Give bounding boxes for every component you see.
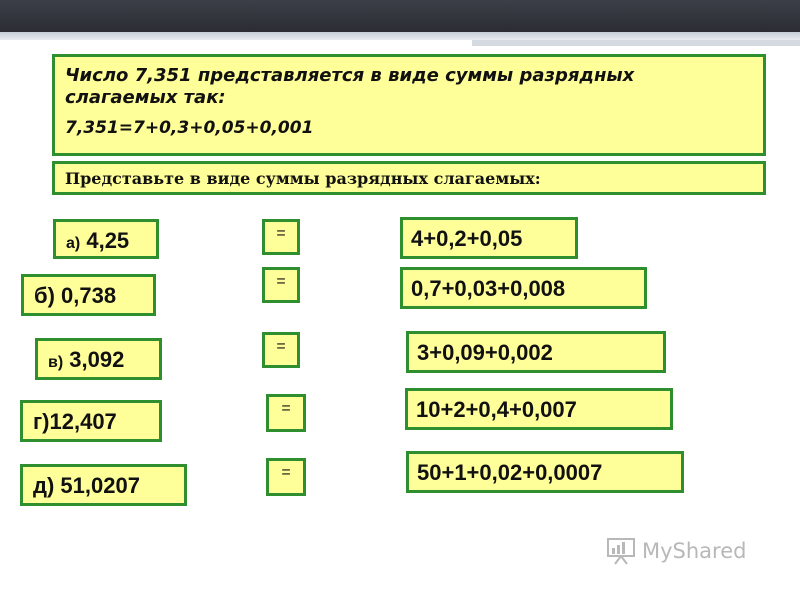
presentation-icon [606, 536, 636, 566]
problem-d-number [20, 400, 162, 442]
problem-letter: г) [33, 409, 50, 434]
problem-b-equals: = [262, 267, 300, 303]
problem-c-equals: = [262, 332, 300, 368]
problem-d-answer: 10+2+0,4+0,007 [405, 388, 673, 430]
problem-value: 12,407 [49, 409, 117, 434]
problem-letter: б) [34, 283, 55, 308]
problem-e-answer: 50+1+0,02+0,0007 [406, 451, 684, 493]
problem-e-equals: = [266, 458, 306, 496]
task-box: Представьте в виде суммы разрядных слагаемых: [52, 161, 766, 195]
intro-box [52, 54, 766, 156]
problem-letter: в) [48, 354, 64, 371]
problem-c-answer: 3+0,09+0,002 [406, 331, 666, 373]
problem-a-answer: 4+0,2+0,05 [400, 217, 578, 259]
problem-letter: д) [33, 473, 55, 498]
problem-b-answer: 0,7+0,03+0,008 [400, 267, 647, 309]
problem-a-equals: = [262, 219, 300, 255]
problem-b-number [21, 274, 156, 316]
watermark-text: MyShared [642, 539, 747, 563]
decorative-rule [472, 40, 800, 46]
title-bar-accent [0, 32, 800, 40]
intro-line-1: Число 7,351 представляется в виде суммы разрядных [65, 65, 635, 86]
problem-value: 0,738 [54, 283, 117, 308]
intro-formula: 7,351=7+0,3+0,05+0,001 [65, 118, 314, 138]
watermark [606, 536, 746, 566]
problem-e-number [20, 464, 187, 506]
problem-value: 3,092 [63, 347, 125, 372]
title-bar [0, 0, 800, 32]
problem-d-equals: = [266, 394, 306, 432]
problem-a-number [53, 219, 159, 259]
problem-letter: а) [66, 235, 81, 252]
problem-value: 4,25 [80, 228, 130, 253]
problem-value: 51,0207 [54, 473, 140, 498]
problem-c-number [35, 338, 162, 380]
intro-line-2: слагаемых так: [65, 87, 226, 108]
